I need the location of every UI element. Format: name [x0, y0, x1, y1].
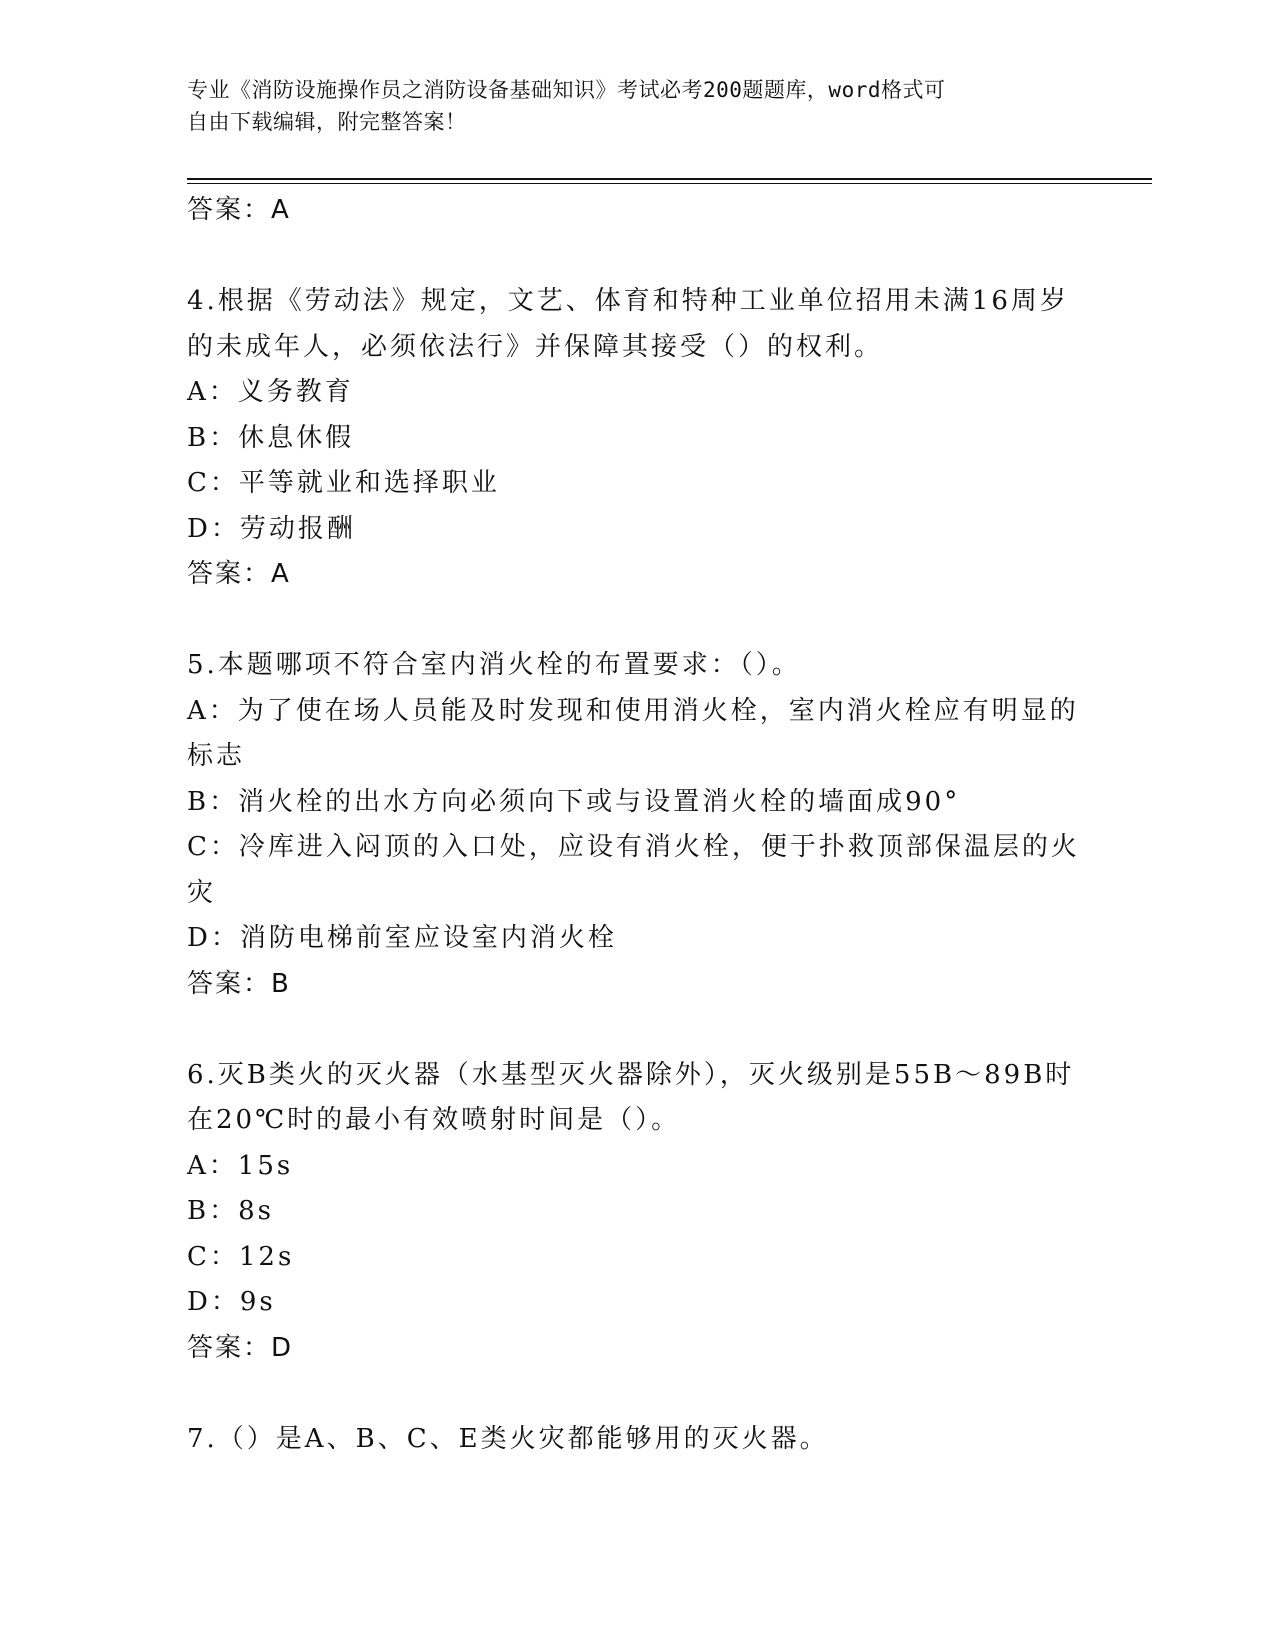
answer-q4: 答案：A: [187, 559, 291, 589]
question-6-stem-line-2: 在20℃时的最小有效喷射时间是（）。: [187, 1105, 681, 1135]
question-5-option-b: B：消火栓的出水方向必须向下或与设置消火栓的墙面成90°: [187, 786, 961, 817]
spacer: [187, 234, 1077, 280]
question-6: [187, 1053, 1077, 1372]
question-5-option-a-line-2: 标志: [187, 741, 246, 771]
spacer: [187, 598, 1077, 644]
answer-q5: 答案：B: [187, 968, 291, 999]
question-5: [187, 643, 1080, 1007]
question-6-option-c: C：12s: [187, 1241, 295, 1272]
question-5-option-d: D：消防电梯前室应设室内消火栓: [187, 923, 617, 953]
spacer: [187, 1007, 1077, 1053]
question-7-stem: 7.（）是A、B、C、E类火灾都能够用的灭火器。: [187, 1423, 829, 1454]
question-5-option-c-line-2: 灾: [187, 877, 217, 908]
question-6-option-a: A：15s: [187, 1150, 294, 1181]
document-header: [187, 74, 1067, 138]
spacer: [187, 1371, 1077, 1417]
question-4-stem-line-1: 4.根据《劳动法》规定，文艺、体育和特种工业单位招用未满16周岁: [187, 286, 1069, 316]
question-5-option-a-line-1: A：为了使在场人员能及时发现和使用消火栓，室内消火栓应有明显的: [187, 695, 1079, 726]
question-4-option-c: C：平等就业和选择职业: [187, 468, 500, 498]
header-line-2: 自由下载编辑，附完整答案！: [187, 110, 467, 134]
question-4-stem-line-2: 的未成年人，必须依法行》并保障其接受（）的权利。: [187, 331, 884, 362]
question-4-option-d: D：劳动报酬: [187, 513, 356, 544]
question-4-option-b: B：休息休假: [187, 422, 355, 453]
question-6-stem-line-1: 6.灭B类火的灭火器（水基型灭火器除外），灭火级别是55B～89B时: [187, 1059, 1075, 1090]
question-4: [187, 279, 1077, 598]
question-6-option-d: D：9s: [187, 1287, 276, 1317]
question-list: [187, 188, 1080, 1462]
answer-q6: 答案：D: [187, 1332, 294, 1363]
header-rule-thin: [187, 183, 1152, 184]
question-6-option-b: B：8s: [187, 1196, 274, 1226]
question-5-option-c-line-1: C：冷库进入闷顶的入口处，应设有消火栓，便于扑救顶部保温层的火: [187, 832, 1080, 862]
header-line-1: 专业《消防设施操作员之消防设备基础知识》考试必考200题题库，word格式可: [187, 78, 946, 102]
header-rule-thick: [187, 178, 1152, 180]
question-5-stem: 5.本题哪项不符合室内消火栓的布置要求：（）。: [187, 650, 801, 680]
answer-q3: 答案：A: [187, 195, 291, 225]
question-7: [187, 1417, 1077, 1463]
question-4-option-a: A：义务教育: [187, 377, 354, 407]
